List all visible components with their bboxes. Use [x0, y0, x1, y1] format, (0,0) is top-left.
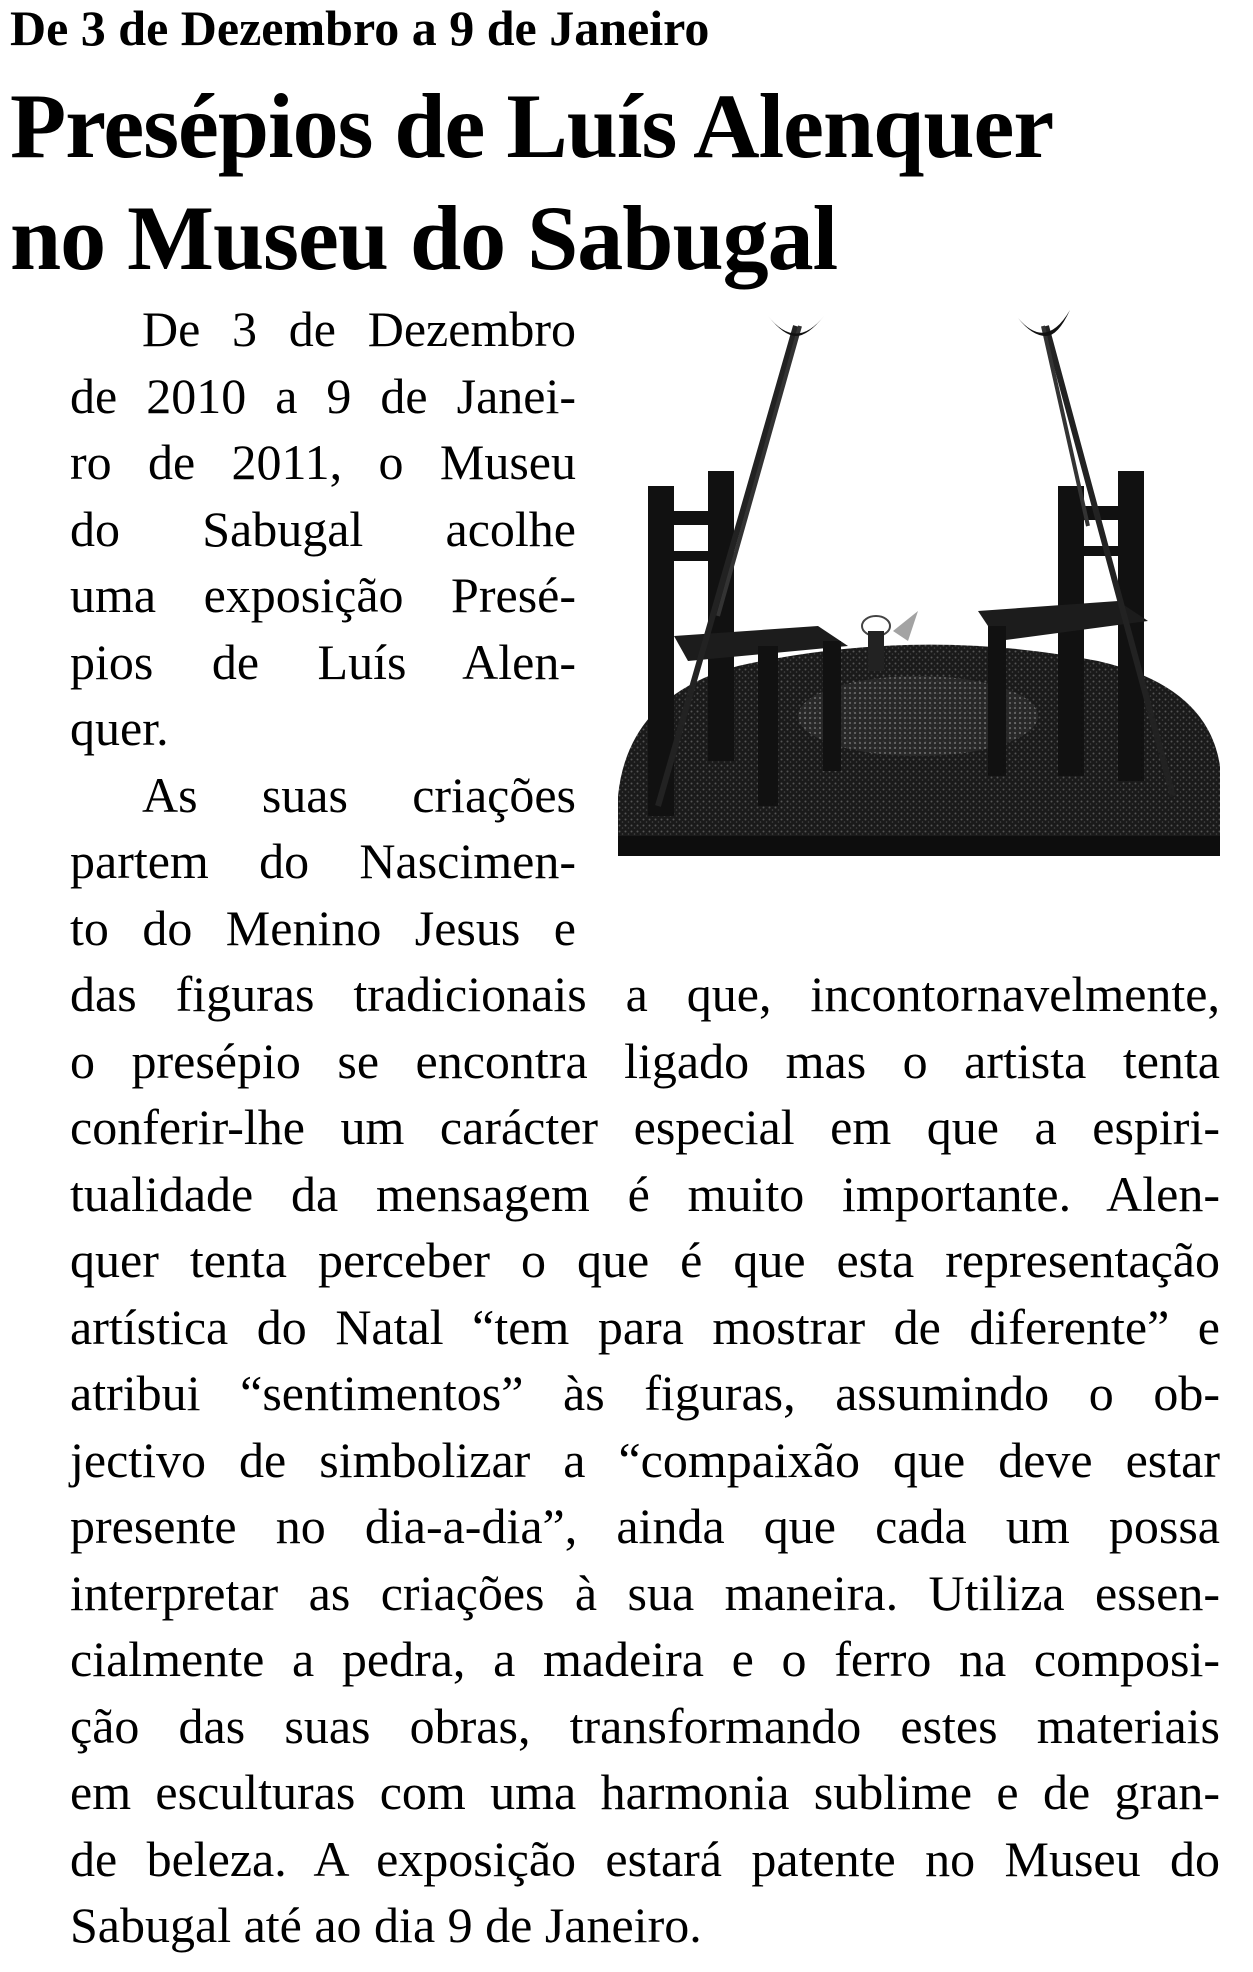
text-line: o presépio se encontra ligado mas o artista tenta	[70, 1032, 1220, 1089]
text-line: artística do Natal “tem para mostrar de diferente” e	[70, 1298, 1220, 1355]
text-line: ro de 2011, o Museu	[70, 434, 576, 490]
article-body	[70, 296, 1220, 1959]
main-paragraph	[70, 961, 1220, 1959]
text-line: de beleza. A exposição estará patente no Museu do	[70, 1830, 1220, 1887]
text-line: pios de Luís Alen-	[70, 633, 576, 690]
text-line: tualidade da mensagem é muito importante. Alen-	[70, 1165, 1220, 1222]
headline	[10, 70, 1210, 294]
text-line: As suas criações	[142, 766, 576, 823]
text-line: ção das suas obras, transformando estes materiais	[70, 1697, 1220, 1754]
text-line: uma exposição Presé-	[70, 567, 576, 623]
sculpture-photo	[618, 296, 1220, 856]
text-line: partem do Nascimen-	[70, 833, 576, 889]
text-line: to do Menino Jesus e	[70, 899, 576, 956]
text-line: das figuras tradicionais a que, incontornavelmente,	[70, 966, 1220, 1022]
text-line: interpretar as criações à sua maneira. Utiliza essen-	[70, 1564, 1220, 1621]
text-line: De 3 de Dezembro	[142, 301, 576, 357]
text-line: presente no dia-a-dia”, ainda que cada um possa	[70, 1498, 1220, 1554]
text-line: do Sabugal acolhe	[70, 500, 576, 557]
text-line: jectivo de simbolizar a “compaixão que deve estar	[70, 1431, 1220, 1488]
text-line: conferir-lhe um carácter especial em que a espiri-	[70, 1099, 1220, 1155]
nativity-sculpture-image	[618, 296, 1220, 856]
text-line: cialmente a pedra, a madeira e o ferro na composi-	[70, 1631, 1220, 1687]
text-line: de 2010 a 9 de Janei-	[70, 367, 576, 424]
text-line: quer tenta perceber o que é que esta representação	[70, 1232, 1220, 1288]
headline-line-1: Presépios de Luís Alenquer	[10, 75, 1054, 177]
text-line: Sabugal até ao dia 9 de Janeiro.	[70, 1897, 702, 1953]
text-line: quer.	[70, 700, 169, 756]
headline-line-2: no Museu do Sabugal	[10, 187, 838, 289]
kicker: De 3 de Dezembro a 9 de Janeiro	[10, 0, 710, 56]
text-line: em esculturas com uma harmonia sublime e de gran-	[70, 1764, 1220, 1820]
text-line: atribui “sentimentos” às figuras, assumindo o ob-	[70, 1365, 1220, 1421]
